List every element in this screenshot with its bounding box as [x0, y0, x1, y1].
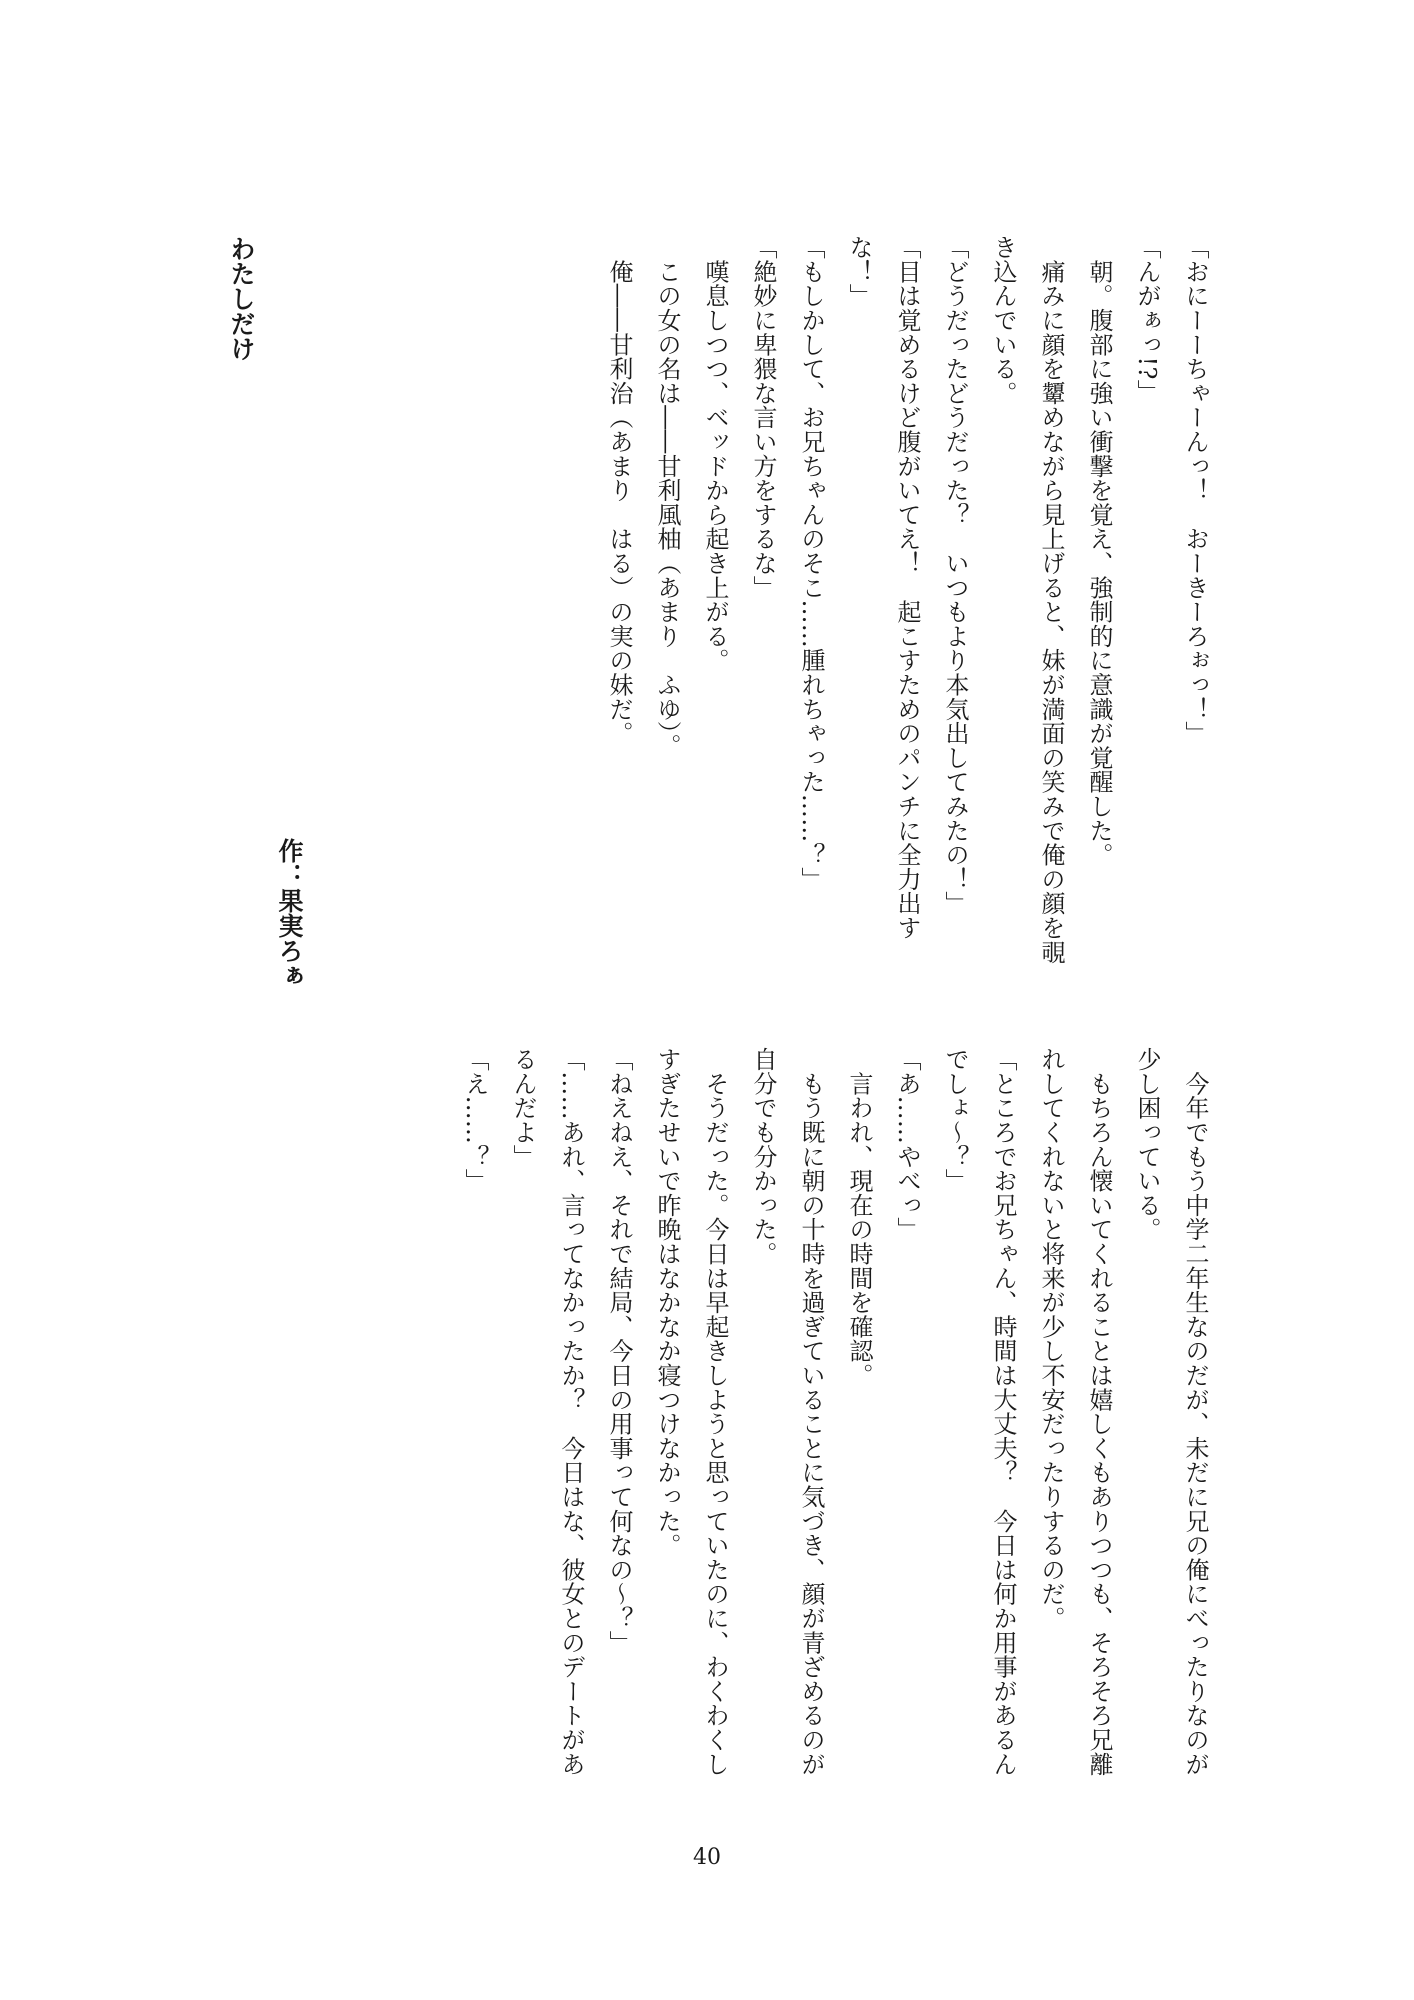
text-line: 少し困っている。	[1133, 1047, 1161, 1242]
text-line: 今年でもう中学二年生なのだが、未だに兄の俺にべったりなのが	[1181, 1047, 1209, 1776]
text-line: そうだった。今日は早起きしようと思っていたのに、わくわくし	[701, 1047, 729, 1776]
text-line: 「え……？」	[461, 1047, 489, 1193]
text-line: もう既に朝の十時を過ぎていることに気づき、顔が青ざめるのが	[797, 1047, 825, 1776]
upper-text-block	[259, 235, 1219, 1015]
text-line: 痛みに顔を顰めながら見上げると、妹が満面の笑みで俺の顔を覗	[1037, 235, 1065, 964]
text-line: この女の名は――甘利風柚（あまり ふゆ）。	[653, 235, 681, 758]
text-line: すぎたせいで昨晩はなかなか寝つけなかった。	[653, 1047, 681, 1558]
text-line: れしてくれないと将来が少し不安だったりするのだ。	[1037, 1047, 1065, 1631]
text-line: 自分でも分かった。	[749, 1047, 777, 1266]
text-line: 「もしかして、お兄ちゃんのそこ……腫れちゃった……？」	[797, 235, 825, 892]
author-credit: 作：果実ろぁ	[275, 838, 304, 988]
text-line: 「ねえねえ、それで結局、今日の用事って何なの～？」	[605, 1047, 633, 1655]
text-line: 「おにーーちゃーんっ！ おーきーろぉっ！」	[1181, 235, 1209, 746]
chapter-title: わたしだけ	[227, 236, 256, 361]
text-line: もちろん懐いてくれることは嬉しくもありつつも、そろそろ兄離	[1085, 1047, 1113, 1776]
text-line: 朝。腹部に強い衝撃を覚え、強制的に意識が覚醒した。	[1085, 235, 1113, 867]
text-line: 「絶妙に卑猥な言い方をするな」	[749, 235, 777, 600]
text-line: 嘆息しつつ、ベッドから起き上がる。	[701, 235, 729, 673]
text-line: 「目は覚めるけど腹がいてえ！ 起こすためのパンチに全力出す	[893, 235, 921, 940]
text-line: な！」	[845, 235, 873, 308]
text-line: 「ところでお兄ちゃん、時間は大丈夫？ 今日は何か用事があるん	[989, 1047, 1017, 1776]
lower-text-block	[259, 1047, 1219, 1837]
text-line: 「どうだったどうだった？ いつもより本気出してみたの！」	[941, 235, 969, 916]
text-line: 「んがぁっ!?」	[1133, 235, 1161, 404]
text-line: 俺――甘利治（あまり はる）の実の妹だ。	[605, 235, 633, 746]
text-line: でしょ～？」	[941, 1047, 969, 1193]
text-line: るんだよ」	[509, 1047, 537, 1169]
page-number: 40	[693, 1845, 721, 1870]
text-line: 「……あれ、言ってなかったか？ 今日はな、彼女とのデートがあ	[557, 1047, 585, 1776]
text-line: き込んでいる。	[989, 235, 1017, 406]
text-line: 「あ……やべっ」	[893, 1047, 921, 1242]
text-line: 言われ、現在の時間を確認。	[845, 1047, 873, 1388]
